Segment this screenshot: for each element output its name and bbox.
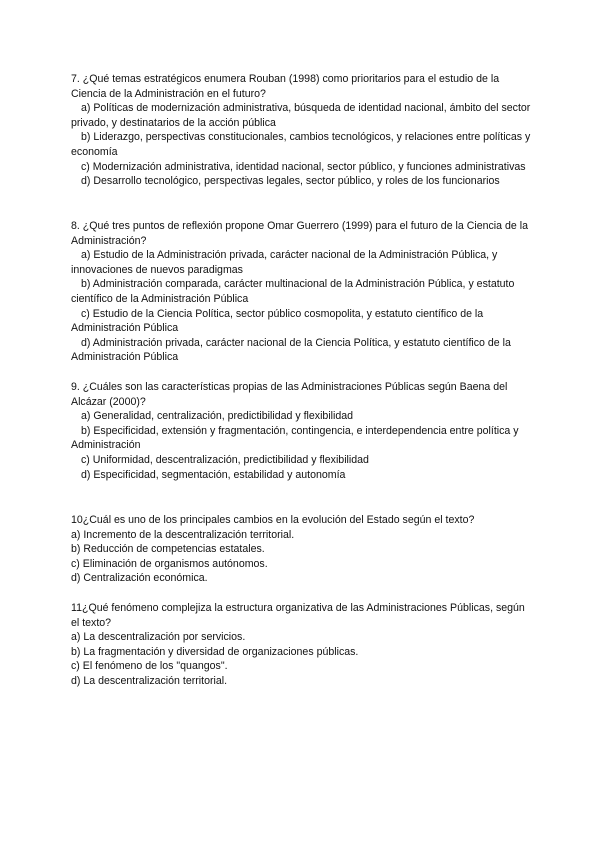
option-d: d) Administración privada, carácter nacional de la Ciencia Política, y estatuto científico de la Administración Pública <box>71 336 511 364</box>
question-text: 11¿Qué fenómeno complejiza la estructura organizativa de las Administraciones Públicas, según el texto? <box>71 602 525 629</box>
option-a: a) Generalidad, centralización, predictibilidad y flexibilidad <box>81 410 354 423</box>
option-c: c) Eliminación de organismos autónomos. <box>71 557 268 570</box>
option-a: a) La descentralización por servicios. <box>71 631 246 644</box>
option-b: b) La fragmentación y diversidad de organizaciones públicas. <box>71 645 359 658</box>
option-d: d) La descentralización territorial. <box>71 674 228 687</box>
option-a: a) Estudio de la Administración privada, carácter nacional de la Administración Pública, y innovaciones de nuevos paradigmas <box>71 249 498 276</box>
question-text: 8. ¿Qué tres puntos de reflexión propone Omar Guerrero (1999) para el futuro de la Ciencia de la Administración? <box>71 220 528 247</box>
option-b: b) Liderazgo, perspectivas constitucionales, cambios tecnológicos, y relaciones entre políticas y economía <box>71 131 531 158</box>
option-c: c) Uniformidad, descentralización, predictibilidad y flexibilidad <box>81 453 369 466</box>
question-8 <box>71 219 533 365</box>
question-10 <box>71 513 533 586</box>
option-d: d) Centralización económica. <box>71 572 208 585</box>
question-text: 10¿Cuál es uno de los principales cambios en la evolución del Estado según el texto? <box>71 514 475 526</box>
option-b: b) Especificidad, extensión y fragmentación, contingencia, e interdependencia entre política y Administración <box>71 424 519 452</box>
question-text: 9. ¿Cuáles son las características propias de las Administraciones Públicas según Baena del Alcázar (2000)? <box>71 381 508 408</box>
option-c: c) El fenómeno de los "quangos". <box>71 660 228 673</box>
option-b: b) Reducción de competencias estatales. <box>71 543 265 556</box>
question-text: 7. ¿Qué temas estratégicos enumera Rouban (1998) como prioritarios para el estudio de la Ciencia de la Administración en el futuro? <box>71 73 500 100</box>
question-9 <box>71 380 533 482</box>
option-a: a) Incremento de la descentralización territorial. <box>71 528 295 541</box>
option-d: d) Desarrollo tecnológico, perspectivas legales, sector público, y roles de los funcionarios <box>81 175 500 188</box>
option-a: a) Políticas de modernización administrativa, búsqueda de identidad nacional, ámbito del sector privado, y destinatarios de la acción pública <box>71 102 531 129</box>
option-c: c) Modernización administrativa, identidad nacional, sector público, y funciones administrativas <box>81 160 526 173</box>
option-c: c) Estudio de la Ciencia Política, sector público cosmopolita, y estatuto científico de la Administración Pública <box>71 307 484 335</box>
question-7 <box>71 72 533 189</box>
option-b: b) Administración comparada, carácter multinacional de la Administración Pública, y estatuto científico de la Administración Pública <box>71 278 515 305</box>
question-11 <box>71 601 533 689</box>
option-d: d) Especificidad, segmentación, estabilidad y autonomía <box>81 468 346 481</box>
